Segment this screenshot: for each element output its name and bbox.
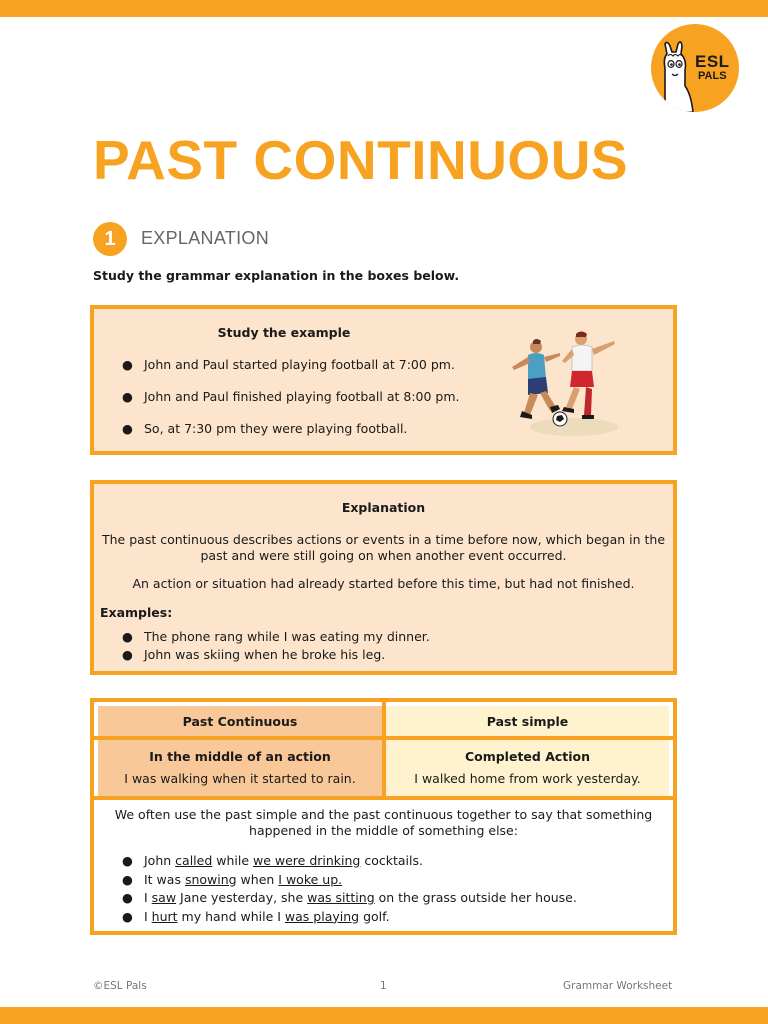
instruction-text: Study the grammar explanation in the boxes below. [93, 268, 460, 283]
explanation-box-heading: Explanation [341, 500, 426, 515]
text-part: I [144, 890, 152, 905]
footer-page-number: 1 [380, 980, 387, 992]
list-item-text: So, at 7:30 pm they were playing football. [144, 421, 408, 436]
explanation-box [90, 480, 677, 675]
table-divider [382, 702, 386, 798]
list-item-text: The phone rang while I was eating my dinner. [144, 629, 430, 644]
text-part: my hand while I [177, 908, 285, 924]
bullet-icon: ● [122, 389, 133, 404]
example-box [90, 305, 677, 455]
text-part: I [144, 908, 152, 924]
table-cell-past-continuous [98, 740, 382, 796]
bullet-icon: ● [122, 890, 133, 905]
list-item [94, 871, 654, 890]
text-part: when [236, 871, 279, 887]
example-list [94, 356, 514, 452]
text-part: It was [144, 871, 185, 887]
page-title: PAST CONTINUOUS [93, 129, 629, 191]
underlined-verb: was playing [284, 908, 360, 924]
list-item [94, 889, 654, 908]
list-item [94, 628, 654, 646]
list-item-text: John and Paul started playing football at 7:00 pm. [144, 357, 455, 372]
examples-label: Examples: [100, 605, 173, 620]
comparison-note: We often use the past simple and the past continuous together to say that something happened in the middle of something else: [114, 807, 653, 838]
logo-text [695, 53, 730, 82]
comparison-examples-list [94, 852, 654, 926]
bullet-icon: ● [122, 908, 133, 924]
logo-line-1: ESL [695, 52, 730, 71]
table-divider [94, 736, 673, 740]
table-cell-past-simple [386, 740, 669, 796]
examples-list [94, 628, 654, 664]
top-accent-bar [0, 0, 768, 17]
text-part: cocktails. [360, 853, 423, 868]
footer-worksheet-label: Grammar Worksheet [563, 980, 673, 992]
explanation-paragraph: An action or situation had already started before this time, but had not finished. [132, 576, 635, 591]
footer-copyright: ©ESL Pals [93, 980, 147, 992]
underlined-verb: saw [151, 890, 177, 905]
underlined-verb: hurt [151, 908, 178, 924]
underlined-verb: snowing [184, 871, 237, 887]
text-part: Jane yesterday, she [176, 890, 308, 905]
list-item [94, 908, 654, 927]
underlined-verb: was sitting [307, 890, 375, 905]
example-box-heading: Study the example [217, 325, 351, 340]
table-header-past-simple: Past simple [386, 706, 669, 736]
esl-pals-logo [651, 24, 739, 112]
list-item [94, 646, 654, 664]
table-cell-title: In the middle of an action [149, 749, 331, 764]
text-part: John [144, 853, 176, 868]
list-item-text: John and Paul finished playing football at 8:00 pm. [144, 389, 460, 404]
list-item [94, 356, 514, 374]
bullet-icon: ● [122, 871, 133, 887]
table-cell-example: I was walking when it started to rain. [124, 771, 356, 786]
list-item [94, 852, 654, 871]
bullet-icon: ● [122, 357, 133, 372]
table-cell-title: Completed Action [464, 749, 591, 764]
bottom-accent-bar [0, 1007, 768, 1024]
bullet-icon: ● [122, 629, 133, 644]
list-item [94, 420, 514, 438]
bullet-icon: ● [122, 853, 133, 868]
bullet-icon: ● [122, 647, 133, 662]
bullet-icon: ● [122, 421, 133, 436]
text-part: on the grass outside her house. [374, 890, 577, 905]
table-divider [94, 796, 673, 800]
explanation-paragraph: The past continuous describes actions or events in a time before now, which began in the past and were still going on when another event occurred. [102, 532, 666, 563]
text-part: while [212, 853, 253, 868]
comparison-table [90, 698, 677, 935]
underlined-verb: I woke up. [278, 871, 343, 887]
football-players-illustration [504, 327, 634, 442]
underlined-verb: we were drinking [253, 853, 361, 868]
section-number-badge: 1 [93, 222, 127, 256]
logo-line-2: PALS [698, 70, 727, 82]
list-item [94, 388, 514, 406]
table-cell-example: I walked home from work yesterday. [414, 771, 641, 786]
list-item-text: John was skiing when he broke his leg. [144, 647, 386, 662]
section-heading: EXPLANATION [141, 228, 269, 248]
underlined-verb: called [175, 853, 213, 868]
text-part: golf. [359, 908, 390, 924]
table-header-past-continuous: Past Continuous [98, 706, 382, 736]
